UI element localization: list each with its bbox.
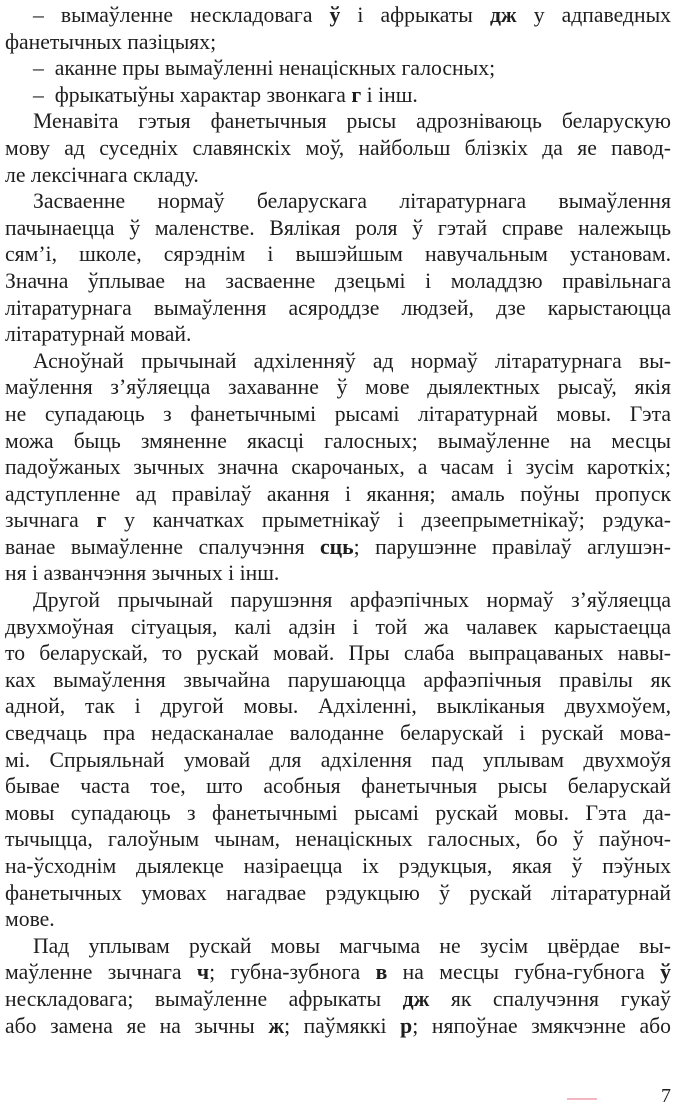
text-line: сведчаць пра недасканалае валоданне беларускай і рускай мова- <box>5 721 671 746</box>
text-line: падоўжаных зычных значна скарочаных, а часам і зусім кароткіх; <box>5 455 671 480</box>
text-line: – фрыкатыўны характар звонкага г і інш. <box>33 82 418 107</box>
text-line: пачынаецца ў маленстве. Вялікая роля ў гэтай справе належыць <box>5 215 671 240</box>
text-line: Менавіта гэтыя фанетычныя рысы адрозніваюць беларускую <box>33 109 671 134</box>
text-line: сям’і, школе, сярэднім і вышэйшым навучальным установам. <box>5 242 671 267</box>
text-line: можа быць змяненне якасці галосных; вымаўленне на месцы <box>5 428 671 453</box>
text-line: або замена яе на зычны ж; паўмяккі р; няпоўнае змякчэнне або <box>5 1013 671 1038</box>
text-line: нескладовага; вымаўленне афрыкаты дж як спалучэння гукаў <box>5 986 671 1011</box>
text-line: маўленне зычнага ч; губна-зубнога в на месцы губна-губнога ў <box>5 960 671 985</box>
text-line: фанетычных пазіцыях; <box>5 29 217 54</box>
text-line: зычнага г у канчатках прыметнікаў і дзеепрыметнікаў; рэдука- <box>5 508 671 533</box>
text-line: Значна ўплывае на засваенне дзецьмі і моладдзю правільнага <box>5 268 671 293</box>
text-line: літаратурнага вымаўлення асяроддзе людзей, дзе карыстаюцца <box>5 295 671 320</box>
text-line: адной, так і другой мовы. Адхіленні, выкліканыя двухмоўем, <box>5 694 671 719</box>
body-text <box>5 2 671 1039</box>
text-line: ле лексічнага складу. <box>5 162 199 187</box>
text-line: – вымаўленне нескладовага ў і афрыкаты дж у адпаведных <box>33 3 671 27</box>
text-line: – аканне пры вымаўленні ненаціскных галосных; <box>33 56 496 81</box>
text-line: Засваенне нормаў беларускага літаратурнага вымаўлення <box>33 189 671 214</box>
text-line: на-ўсходнім дыялекце назіраецца іх рэдукцыя, якая ў пэўных <box>5 854 671 878</box>
text-line: літаратурнай мовай. <box>5 322 192 347</box>
text-line: мі. Спрыяльнай умовай для адхілення пад уплывам двухмоўя <box>5 747 671 772</box>
text-line: тычыцца, галоўным чынам, ненаціскных галосных, бо ў паўноч- <box>5 827 671 852</box>
decorative-mark <box>567 1098 597 1100</box>
text-line: Другой прычынай парушэння арфаэпічных нормаў з’яўляецца <box>33 588 671 613</box>
text-line: двухмоўная сітуацыя, калі адзін і той жа чалавек карыстаецца <box>5 614 671 639</box>
text-line: Пад уплывам рускай мовы магчыма не зусім цвёрдае вы- <box>33 933 671 958</box>
text-line: не супадаюць з фанетычнымі рысамі літаратурнай мовы. Гэта <box>5 401 671 426</box>
text-line: ванае вымаўленне спалучэння сць; парушэнне правілаў аглушэн- <box>5 534 672 559</box>
text-line: ках вымаўлення звычайна парушаюцца арфаэпічныя правілы як <box>5 667 671 692</box>
text-line: маўлення з’яўляецца захаванне ў мове дыялектных рысаў, якія <box>5 375 671 400</box>
text-line: мове. <box>5 907 55 932</box>
text-line: то беларускай, то рускай мовай. Пры слаба выпрацаваных навы- <box>5 641 671 666</box>
text-line: фанетычных умовах нагадвае рэдукцыю ў рускай літаратурнай <box>5 880 671 905</box>
text-line: бывае часта тое, што асобныя фанетычныя рысы беларускай <box>5 774 671 799</box>
text-line: ня і азванчэння зычных і інш. <box>5 561 280 586</box>
text-line: мовы супадаюць з фанетычнымі рысамі рускай мовы. Гэта да- <box>5 800 671 825</box>
page-number: 7 <box>661 1085 671 1107</box>
text-line: адступленне ад правілаў акання і якання; амаль поўны пропуск <box>5 481 671 506</box>
text-line: мову ад суседніх славянскіх моў, найбольш блізкіх да яе павод- <box>5 135 671 160</box>
text-line: Асноўнай прычынай адхіленняў ад нормаў літаратурнага вы- <box>33 348 671 373</box>
